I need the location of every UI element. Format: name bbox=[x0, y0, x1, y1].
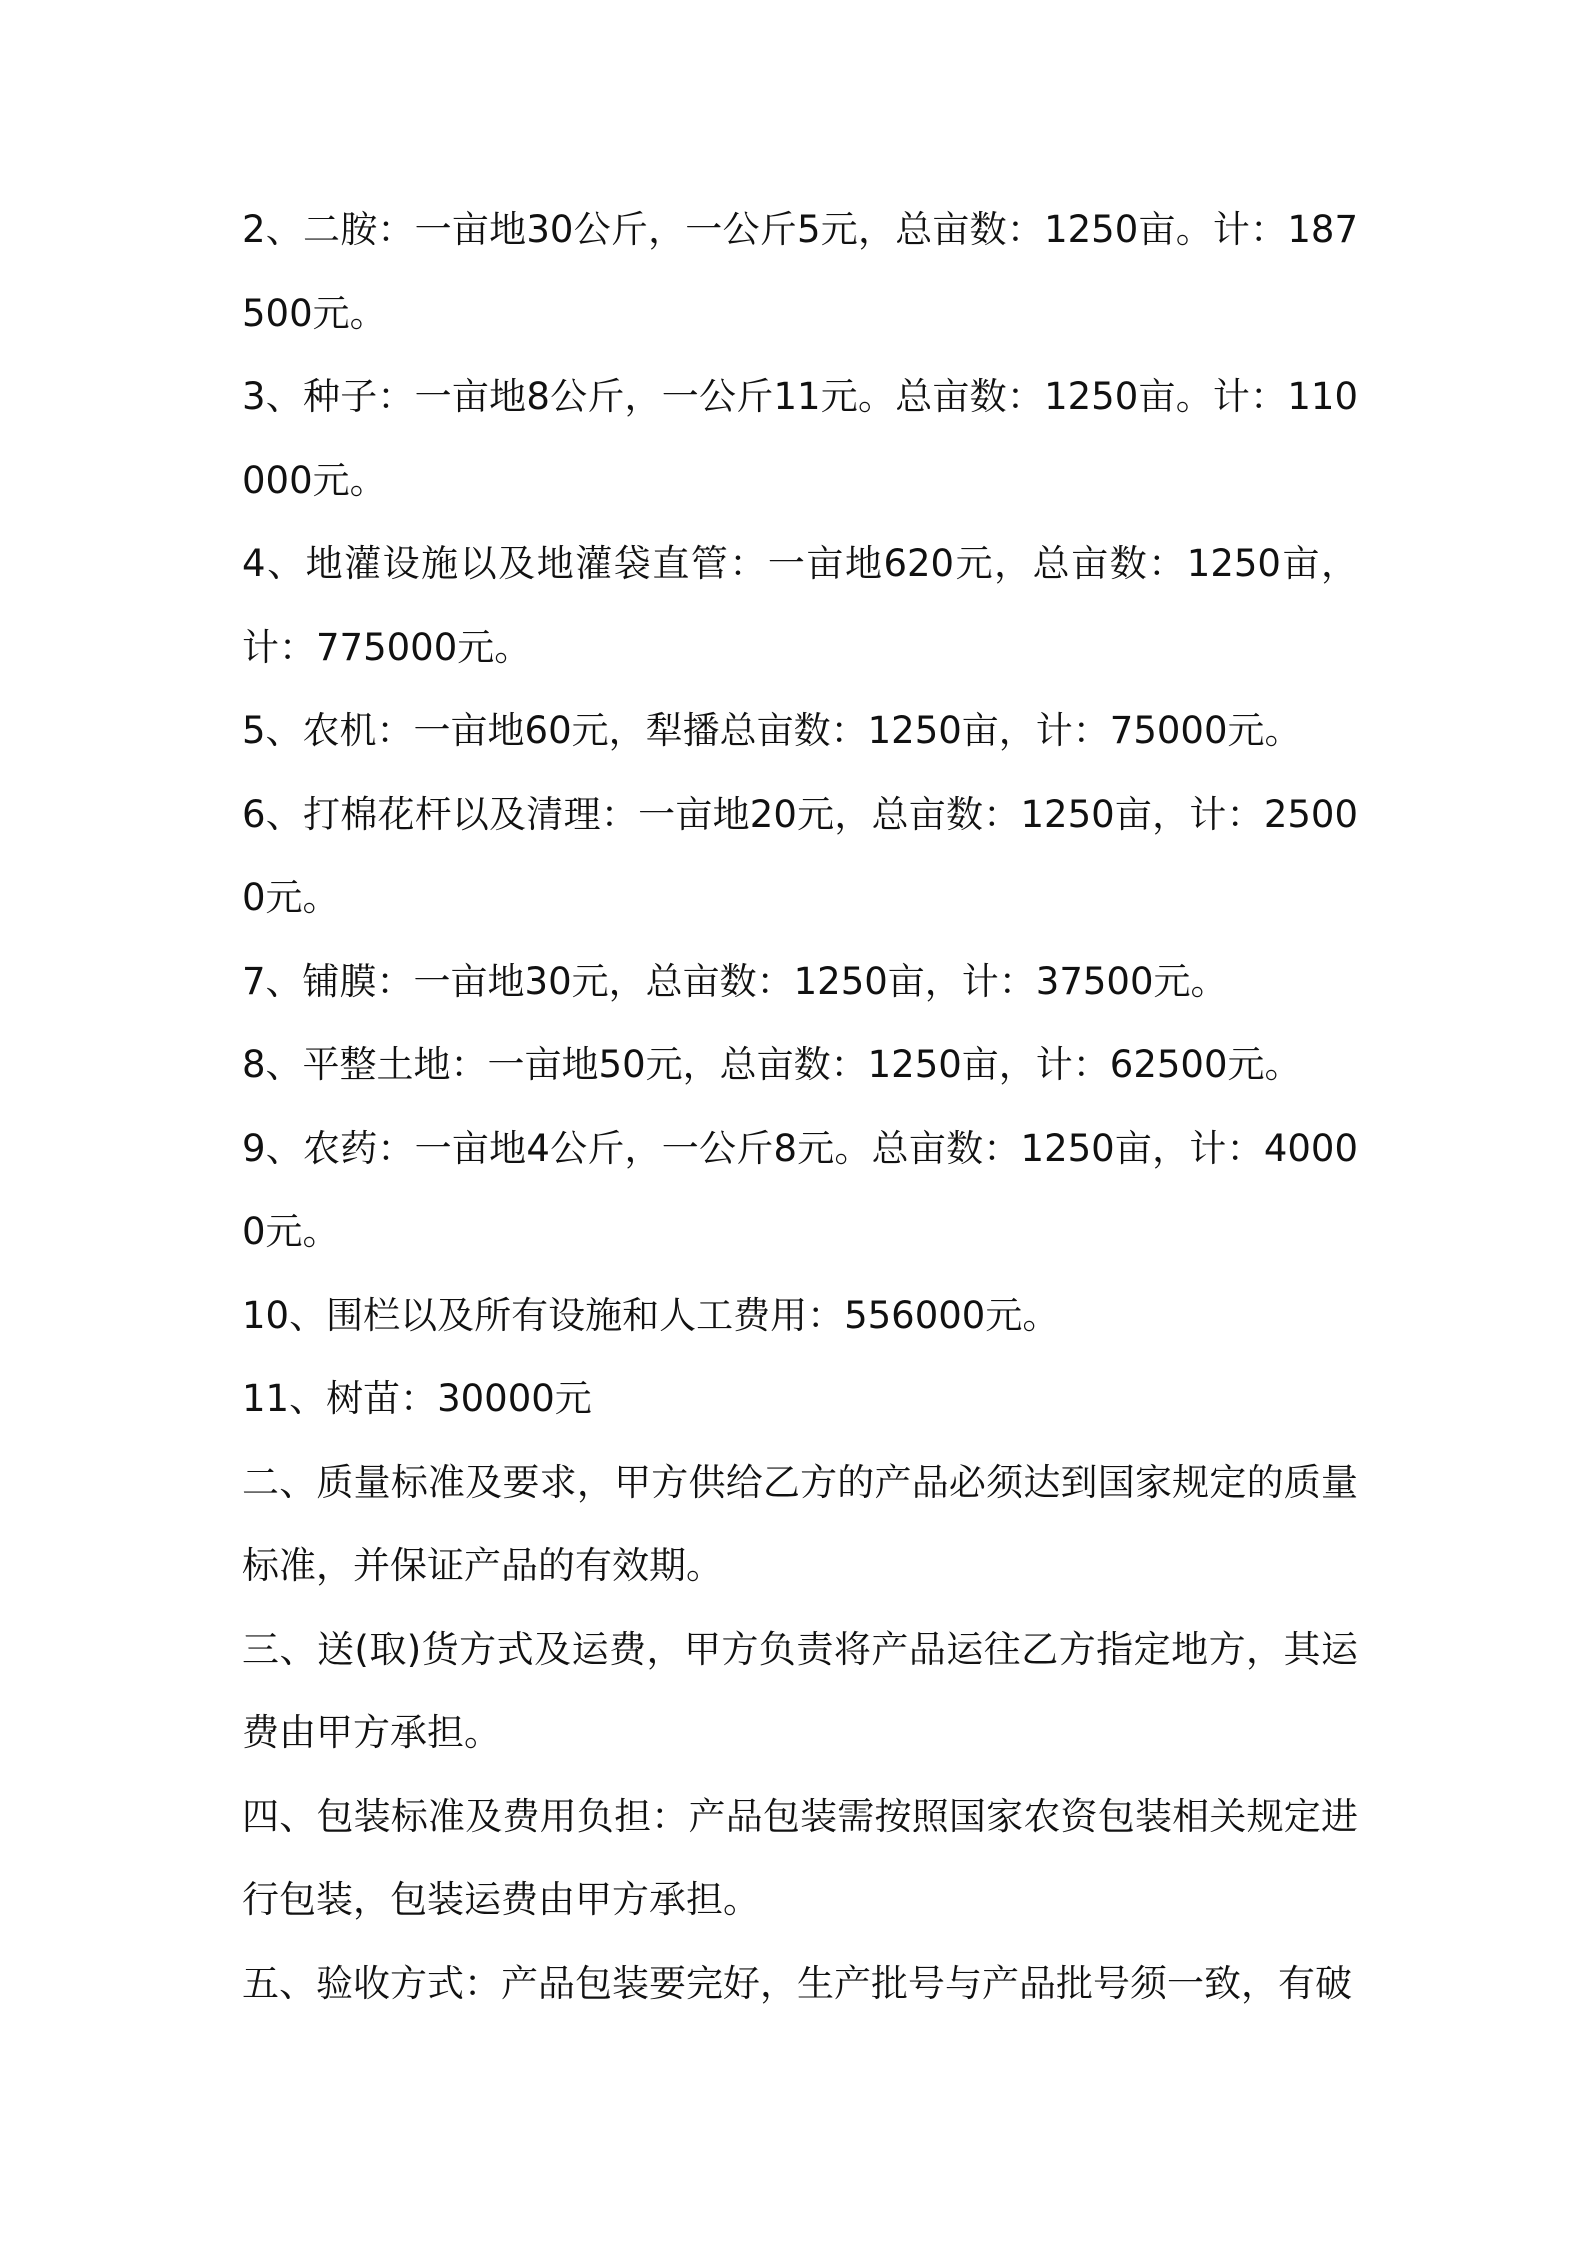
item-9-pesticide: 9、农药：一亩地4公斤，一公斤8元。总亩数：1250亩，计：40000元。 bbox=[242, 1126, 1358, 1253]
section-2-quality-standards: 二、质量标准及要求，甲方供给乙方的产品必须达到国家规定的质量标准，并保证产品的有效期。 bbox=[242, 1460, 1358, 1587]
item-4-irrigation: 4、地灌设施以及地灌袋直管：一亩地620元，总亩数：1250亩，计：775000元。 bbox=[242, 542, 1358, 669]
item-2-diamine: 2、二胺：一亩地30公斤，一公斤5元，总亩数：1250亩。计：187500元。 bbox=[242, 208, 1358, 335]
item-5-farm-machinery: 5、农机：一亩地60元，犁播总亩数：1250亩，计：75000元。 bbox=[242, 709, 1302, 752]
section-3-delivery-freight: 三、送(取)货方式及运费，甲方负责将产品运往乙方指定地方，其运费由甲方承担。 bbox=[242, 1627, 1358, 1754]
item-8-land-leveling: 8、平整土地：一亩地50元，总亩数：1250亩，计：62500元。 bbox=[242, 1043, 1302, 1086]
item-6-cotton-stalk-clearing: 6、打棉花杆以及清理：一亩地20元，总亩数：1250亩，计：25000元。 bbox=[242, 792, 1358, 919]
item-7-film-laying: 7、铺膜：一亩地30元，总亩数：1250亩，计：37500元。 bbox=[242, 959, 1228, 1003]
item-10-fencing-labor: 10、围栏以及所有设施和人工费用：556000元。 bbox=[242, 1293, 1060, 1337]
item-11-saplings: 11、树苗：30000元 bbox=[242, 1377, 592, 1420]
section-5-acceptance: 五、验收方式：产品包装要完好，生产批号与产品批号须一致，有破 bbox=[242, 1961, 1352, 2005]
document-body bbox=[242, 188, 1358, 2025]
section-4-packaging: 四、包装标准及费用负担：产品包装需按照国家农资包装相关规定进行包装，包装运费由甲方承担。 bbox=[242, 1794, 1358, 1921]
item-3-seeds: 3、种子：一亩地8公斤，一公斤11元。总亩数：1250亩。计：110000元。 bbox=[242, 375, 1358, 502]
